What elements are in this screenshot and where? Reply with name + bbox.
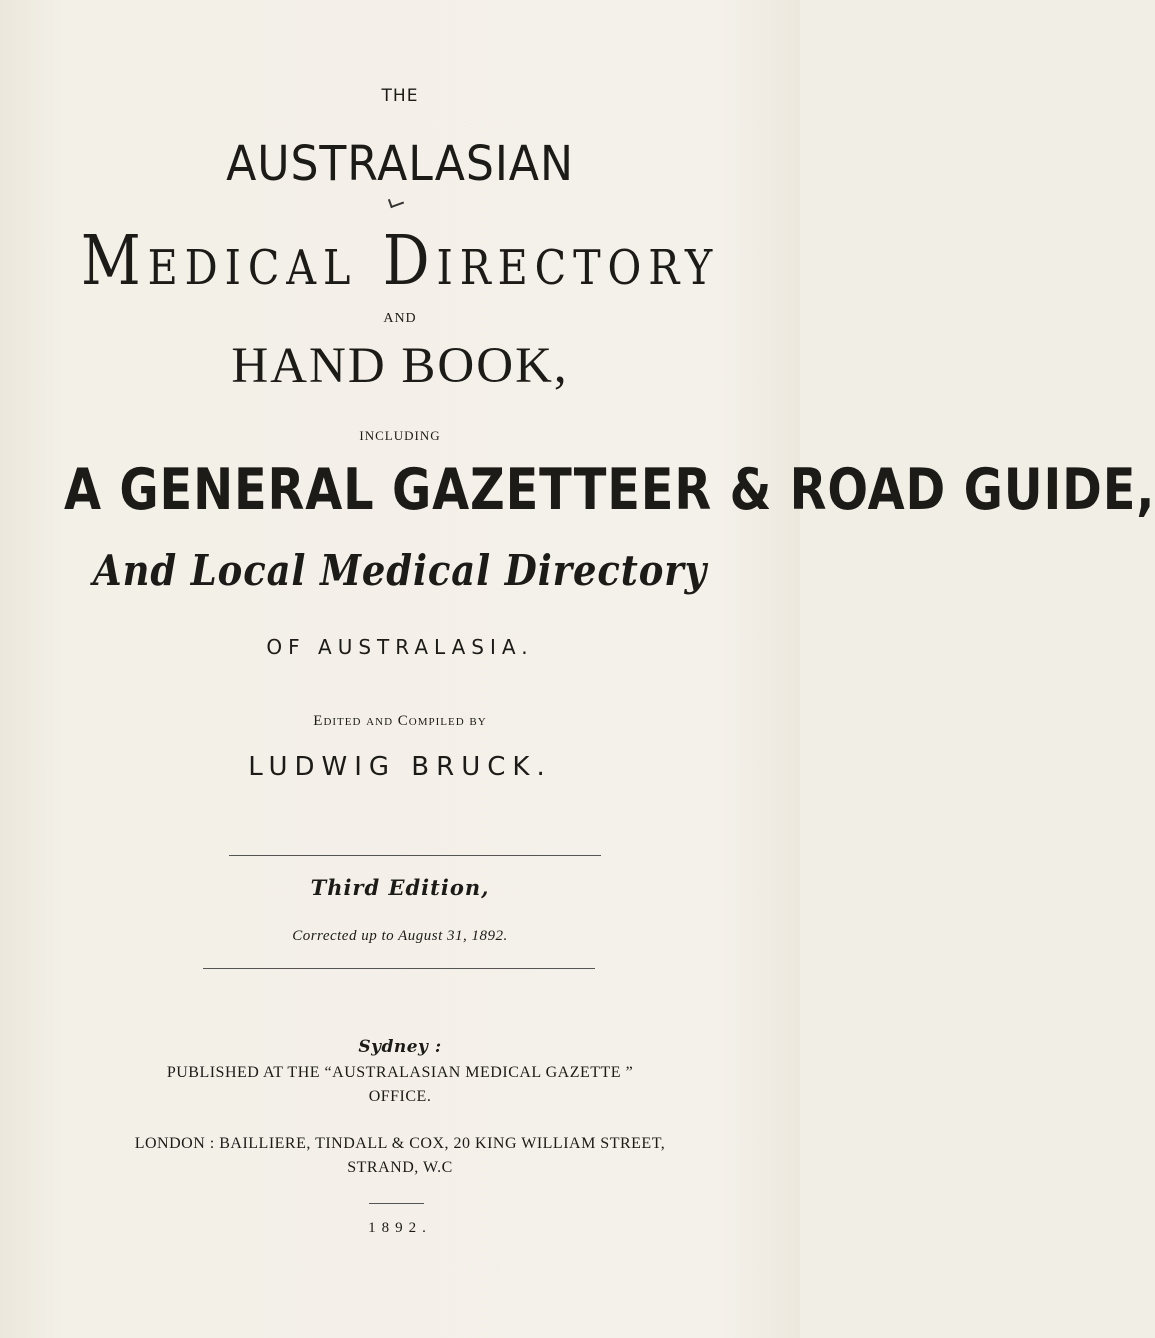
title-line-australasian: AUSTRALASIAN: [226, 136, 574, 192]
title-line-the: THE: [381, 86, 419, 106]
divider-middle: [203, 968, 595, 969]
london-line: LONDON : BAILLIERE, TINDALL & COX, 20 KING WILLIAM STREET,: [134, 1135, 666, 1152]
author-name: LUDWIG BRUCK.: [248, 752, 552, 782]
sydney-line: Sydney :: [358, 1037, 442, 1057]
edited-line: Edited and Compiled by: [313, 713, 487, 729]
title-line-of-australasia: OF AUSTRALASIA.: [266, 635, 534, 659]
title-line-local-directory: And Local Medical Directory: [93, 546, 707, 595]
title-line-and: AND: [383, 311, 417, 326]
title-line-hand-book: HAND BOOK,: [231, 338, 569, 394]
published-line: PUBLISHED AT THE “AUSTRALASIAN MEDICAL GAZETTE ”: [166, 1064, 634, 1081]
title-line-medical-directory: Medical Directory: [80, 222, 720, 301]
corrected-line: Corrected up to August 31, 1892.: [292, 928, 508, 944]
printer-mark-icon: [388, 195, 404, 208]
divider-top: [229, 855, 601, 856]
strand-line: STRAND, W.C: [347, 1159, 453, 1176]
title-line-gazetteer: A GENERAL GAZETTEER & ROAD GUIDE,: [64, 457, 1155, 523]
publication-year: 1892.: [368, 1220, 432, 1236]
title-line-including: INCLUDING: [359, 428, 441, 443]
edition-line: Third Edition,: [310, 875, 490, 900]
office-line: OFFICE.: [368, 1088, 432, 1105]
divider-bottom: [369, 1203, 424, 1204]
